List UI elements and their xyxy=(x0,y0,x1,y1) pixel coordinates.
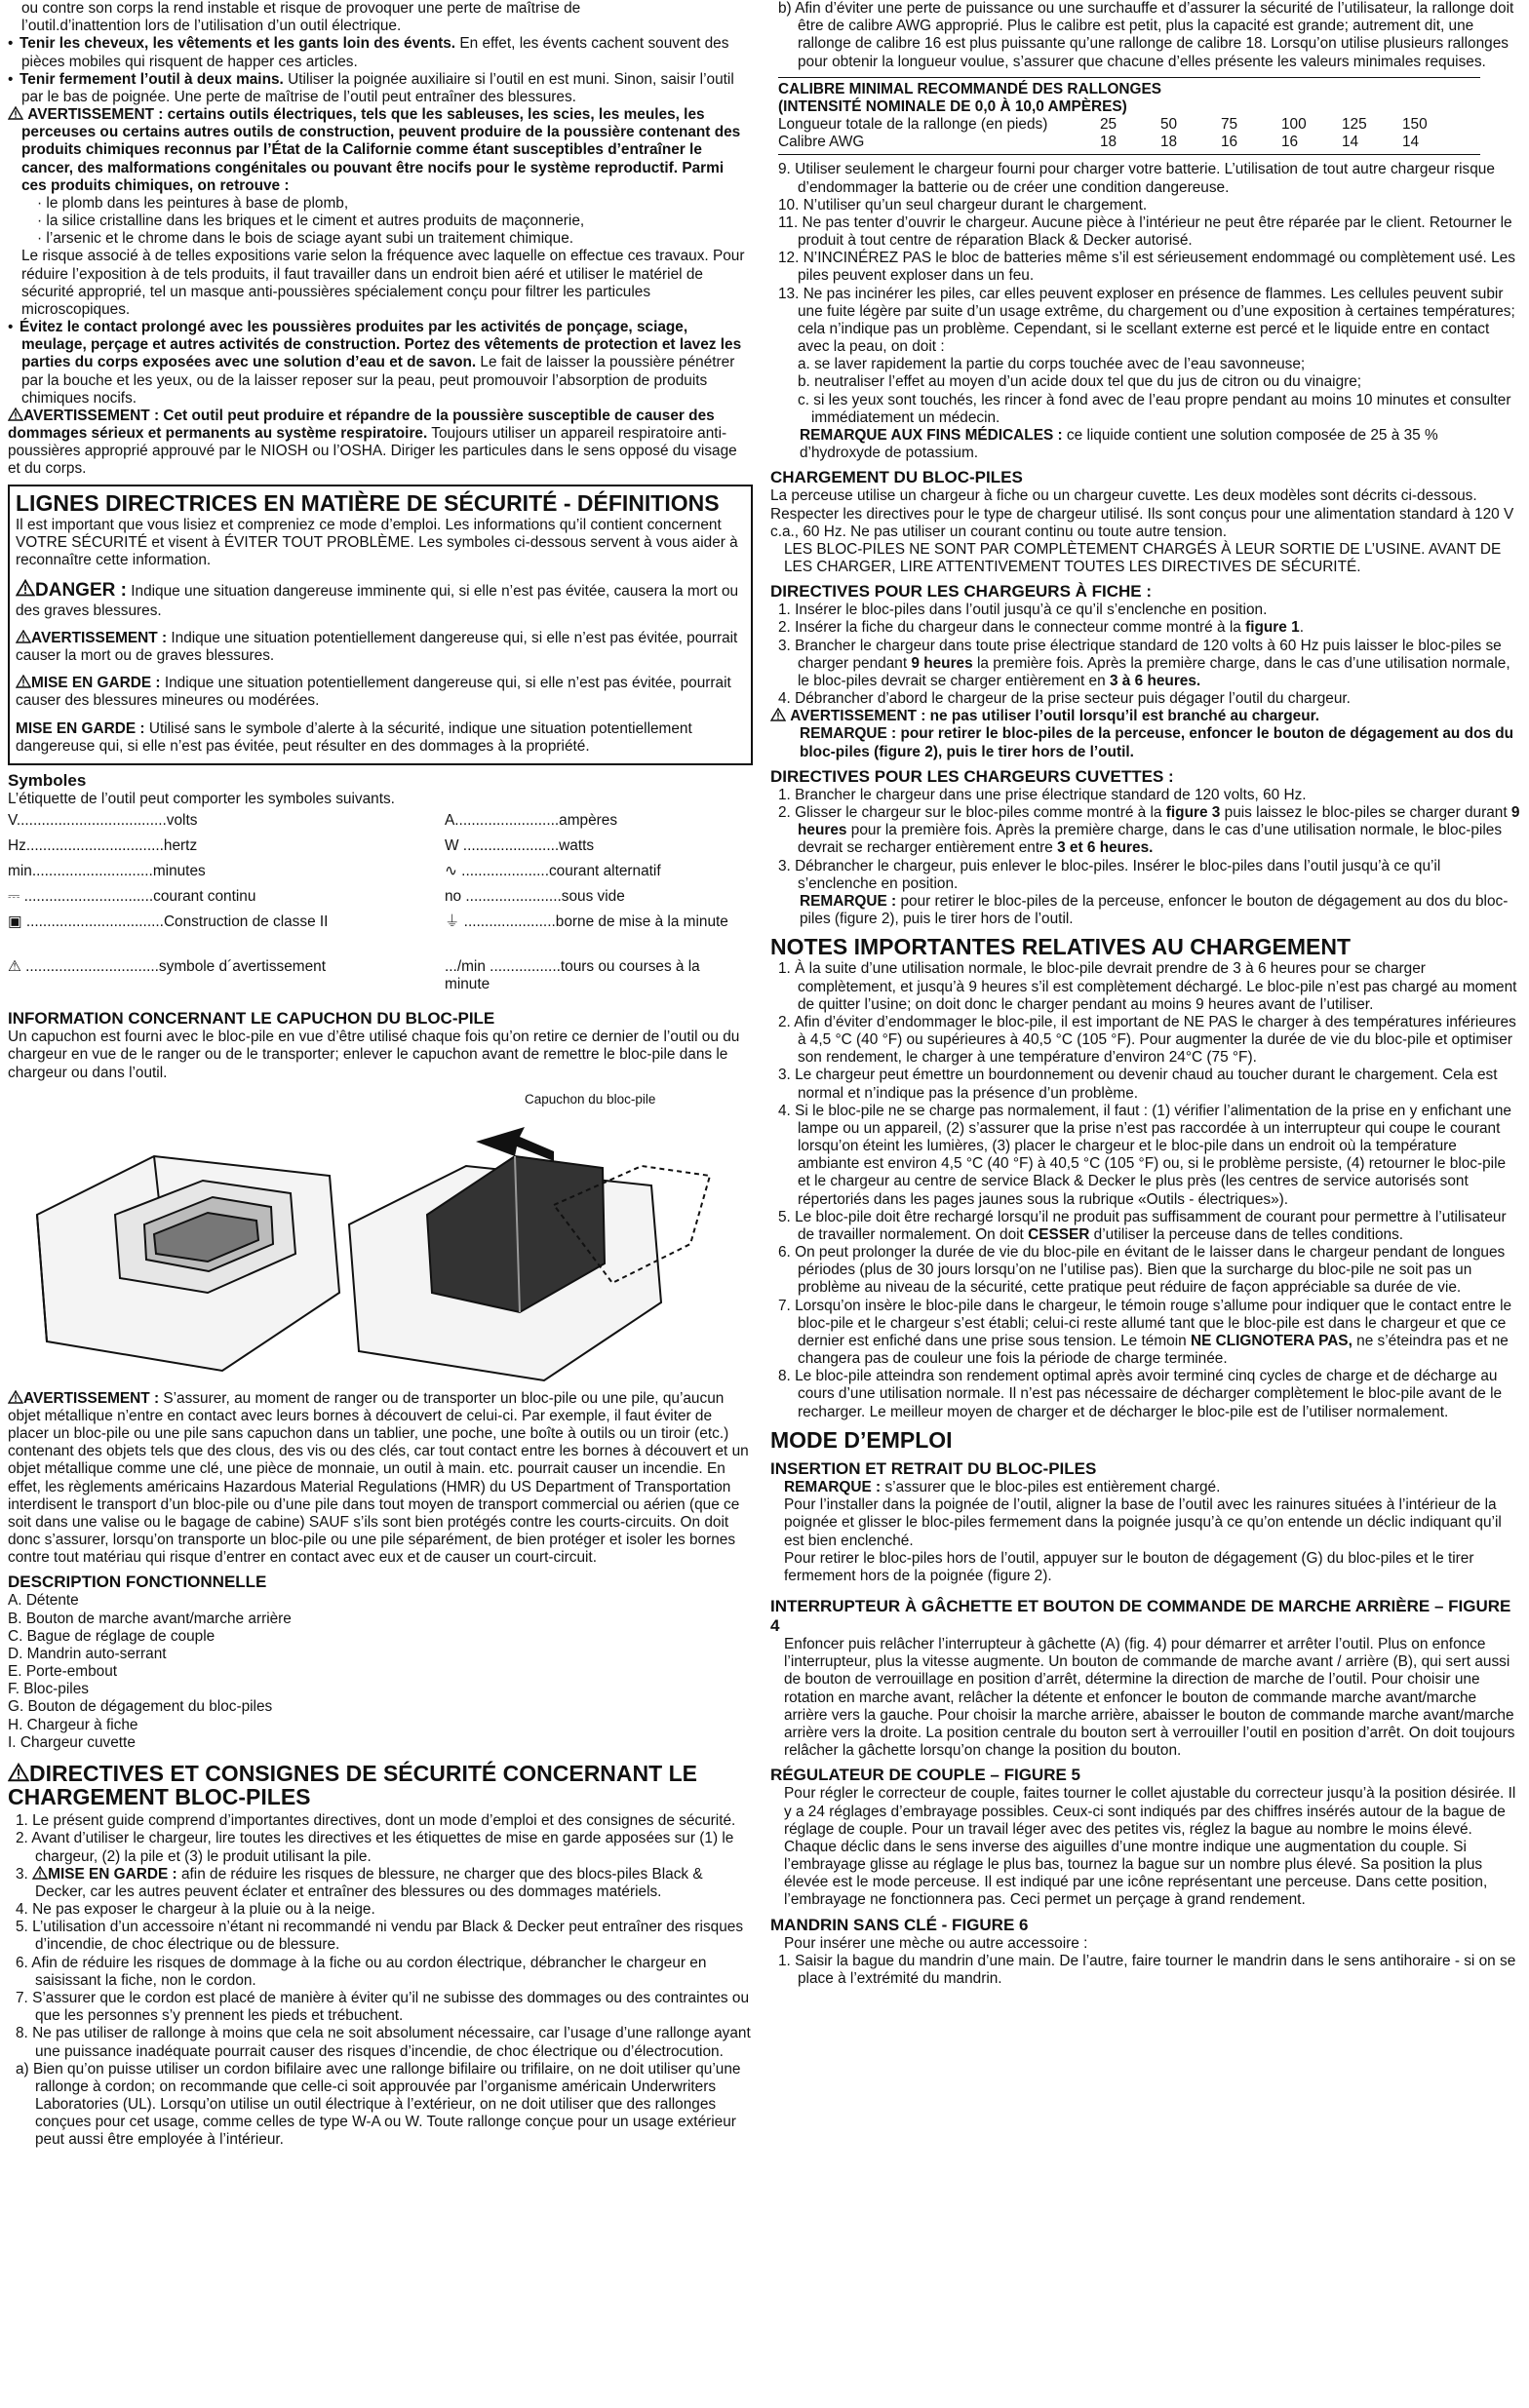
danger-def: DANGER : Indique une situation dangereuse imminente qui, si elle n’est pas évitée, causera la mort ou des graves blessures. xyxy=(16,580,739,619)
description-item: D. Mandrin auto-serrant xyxy=(8,1645,167,1662)
symbol-entry: V....................................volts xyxy=(8,812,198,830)
mandrin-step: 1. Saisir la bague du mandrin d’une main. De l’autre, faire tourner le mandrin dans le sens antihoraire - si on se place à l’extrémité du mandrin. xyxy=(778,1952,1516,1987)
charger-rule: 7. S’assurer que le cordon est placé de manière à éviter qu’il ne subisse des dommages ou des contraintes ou que les personnes s’y prennent les pieds et trébuchent. xyxy=(16,1989,750,2025)
note-item: 7. Lorsqu’on insère le bloc-pile dans le chargeur, le témoin rouge s’allume pour indiquer que le contact entre le bloc-pile et le chargeur s’est établi; celui-ci reste allumé tant que le bloc-pile est dans le chargeur et que ce dernier est enfiché dans une prise sous tension. Le témoin NE CLIGNOTERA PAS, ne s’éteindra pas et ne changera pas de couleur une fois la période de charge terminée. xyxy=(778,1297,1512,1368)
chargement-title: CHARGEMENT DU BLOC-PILES xyxy=(770,468,1023,487)
description-item: B. Bouton de marche avant/marche arrière xyxy=(8,1610,292,1627)
chargement-caps: LES BLOC-PILES NE SONT PAR COMPLÈTEMENT CHARGÉS À LEUR SORTIE DE L’USINE. AVANT DE LES CHARGER, LIRE ATTENTIVEMENT TOUTES LES DIRECTIVES DE SÉCURITÉ. xyxy=(784,540,1502,576)
description-item: A. Détente xyxy=(8,1592,79,1610)
charger-rule: 9. Utiliser seulement le chargeur fourni pour charger votre batterie. L’utilisation de tout autre chargeur risque d’endommager la batterie ou de créer une condition dangereuse. xyxy=(778,161,1495,196)
cuvette-step: 1. Brancher le chargeur dans une prise électrique standard de 120 volts, 60 Hz. xyxy=(778,786,1307,803)
description-title: DESCRIPTION FONCTIONNELLE xyxy=(8,1573,267,1592)
symbols-title: Symboles xyxy=(8,770,87,790)
symbol-entry: ⎓ ...............................courant continu xyxy=(8,888,256,906)
warning-icon xyxy=(8,1763,29,1782)
interrupteur-text: Enfoncer puis relâcher l’interrupteur à gâchette (A) (fig. 4) pour démarrer et arrêter l’outil. Plus on enfonce l’interrupteur, plus la vitesse augmente. Un bouton de commande de marche avant / arrière (B), qui sert aussi de bouton de verrouillage en position d’arrêt, détermine la direction de marche de l’outil. Pour choisir une rotation en marche avant, relâcher la détente et enfoncer le bouton de commande marche avant/marche arrière vers la gauche. Pour choisir la marche arrière, abaisser le bouton de commande marche avant/marche arrière vers la droite. La position centrale du bouton sert à verrouiller l’outil en position d’arrêt. On doit toujours relâcher la gâchette lorsqu’on change la position du bouton. xyxy=(784,1636,1515,1760)
symbol-entry: min.............................minutes xyxy=(8,863,206,880)
chargement-text: La perceuse utilise un chargeur à fiche ou un chargeur cuvette. Les deux modèles sont décrits ci-dessous. Respecter les directives pour le type de chargeur utilisé. Ils sont conçus pour une alimentation standard à 120 V c.a., 60 Hz. Ne pas utiliser un courant continu ou toute autre tension. xyxy=(770,487,1514,540)
symbol-entry: .../min .................tours ou courses à la minute xyxy=(445,958,700,993)
warning-chemicals: AVERTISSEMENT : certains outils électriques, tels que les sableuses, les scies, les meules, les perceuses ou certains autres outils de construction, peuvent produire de la poussière contenant des produits chimiques reconnus par l’État de la Californie comme étant susceptibles d’entraîner le cancer, des malformations congénitales ou pouvant être nocifs pour le système reproductif. Parmi ces produits chimiques, on retrouve : xyxy=(8,106,753,195)
battery-drawing xyxy=(8,1098,753,1390)
warning-icon xyxy=(16,630,31,643)
intro-line: l’outil.d’inattention lors de l’utilisation d’un outil électrique. xyxy=(21,18,402,35)
insertion-p2: Pour retirer le bloc-piles hors de l’outil, appuyer sur le bouton de dégagement (G) du bloc-piles et le tirer fermement hors de la poignée (figure 2). xyxy=(784,1549,1474,1584)
fiche-step: 3. Brancher le chargeur dans toute prise électrique standard de 120 volts à 60 Hz puis laisser le bloc-piles se charger pendant 9 heures la première fois. Après la première charge, dans le cas d’une utilisation normale, le bloc-piles devrait se charger entièrement en 3 à 6 heures. xyxy=(778,637,1510,689)
charger-rule: 12. N’INCINÉREZ PAS le bloc de batteries même s’il est sérieusement endommagé ou complètement usé. Les piles peuvent exploser dans un feu. xyxy=(778,250,1515,285)
charger-rule: a) Bien qu’on puisse utiliser un cordon bifilaire avec une rallonge bifilaire ou trifilaire, on ne doit utiliser qu’une rallonge à cordon; on recommande que celle-ci soit approuvée par l’organisme américain Underwriters Laboratories (UL). Lorsqu’on utilise un outil électrique à l’extérieur, on ne doit utiliser que des rallonges conçues pour cet usage, comme celles de type W-A ou W. Toute rallonge conçue pour un usage extérieur peut aussi être employée à l’intérieur. xyxy=(16,2060,741,2149)
warning-icon xyxy=(8,106,23,120)
note-item: 2. Afin d’éviter d’endommager le bloc-pile, il est important de NE PAS le charger à des températures inférieures à 4,5 °C (40 °F) ou supérieures à 40,5 °C (105 °F). Pour augmenter la durée de vie du bloc-pile et optimiser son rendement, le charger à une température d’environ 24°C (75 °F). xyxy=(778,1013,1516,1067)
fiche-step: 4. Débrancher d’abord le chargeur de la prise secteur puis dégager l’outil du chargeur. xyxy=(778,690,1351,708)
mandrin-intro: Pour insérer une mèche ou autre accessoire : xyxy=(784,1934,1088,1952)
mode-title: MODE D’EMPLOI xyxy=(770,1426,953,1453)
left-column xyxy=(8,0,753,2150)
battery-cap-figure xyxy=(8,1088,753,1390)
warning-icon xyxy=(32,1866,48,1880)
rule-b: b) Afin d’éviter une perte de puissance ou une surchauffe et d’assurer la sécurité de l’utilisateur, la rallonge doit être de calibre AWG approprié. Plus le calibre est petit, plus la capacité est grande; autrement dit, une rallonge de calibre 16 est plus puissante qu’une rallonge de calibre 18. Lorsqu’on utilise plusieurs rallonges pour obtenir la longueur voulue, s’assurer que chacune d’elles présente les valeurs minimales requises. xyxy=(778,0,1514,70)
description-item: C. Bague de réglage de couple xyxy=(8,1627,216,1645)
sub-item: c. si les yeux sont touchés, les rincer à fond avec de l’eau propre pendant au moins 10 minutes et consulter immédiatement un médecin. xyxy=(798,391,1511,426)
fiche-remarque: REMARQUE : pour retirer le bloc-piles de la perceuse, enfoncer le bouton de dégagement au dos du bloc-piles (figure 2), puis le tirer hors de l’outil. xyxy=(800,725,1514,760)
box-intro: Il est important que vous lisiez et compreniez ce mode d’emploi. Les informations qu’il contient concernent VOTRE SÉCURITÉ et visent à ÉVITER TOUT PROBLÈME. Les symboles ci-dessous servent à vous aider à reconnaître cette information. xyxy=(16,516,738,569)
symbol-entry: A.........................ampères xyxy=(445,812,618,830)
box-title: LIGNES DIRECTRICES EN MATIÈRE DE SÉCURITÉ - DÉFINITIONS xyxy=(16,489,720,516)
description-item: I. Chargeur cuvette xyxy=(8,1733,136,1751)
charger-rule: 11. Ne pas tenter d’ouvrir le chargeur. Aucune pièce à l’intérieur ne peut être réparée par le client. Retourner le produit à tout centre de réparation Black & Decker autorisé. xyxy=(778,214,1512,250)
symbol-entry: ▣ .................................Construction de classe II xyxy=(8,913,329,931)
chem-item: · le plomb dans les peintures à base de plomb, xyxy=(37,194,349,212)
symbol-entry: W .......................watts xyxy=(445,837,595,855)
table-row: Longueur totale de la rallonge (en pieds) 25 50 75 100 125 150 xyxy=(778,116,1428,134)
remarque-medical: REMARQUE AUX FINS MÉDICALES : ce liquide contient une solution composée de 25 à 35 % d’hydroxyde de potassium. xyxy=(800,426,1438,462)
symbol-entry: no .......................sous vide xyxy=(445,888,625,906)
insertion-title: INSERTION ET RETRAIT DU BLOC-PILES xyxy=(770,1458,1097,1478)
table-row: Calibre AWG 18 18 16 16 14 14 xyxy=(778,134,1420,151)
note-item: 1. À la suite d’une utilisation normale, le bloc-pile devrait prendre de 3 à 6 heures pour se charger complètement, et jusqu’à 9 heures s’il est complètement déchargé. Le bloc-pile n’est pas chargé au moment de quitter l’usine; on doit donc le charger pendant au moins 9 heures avant de l’utiliser. xyxy=(778,960,1517,1013)
cuvette-step: 3. Débrancher le chargeur, puis enlever le bloc-piles. Insérer le bloc-piles dans l’outil jusqu’à ce qu’il s’enclenche en position. xyxy=(778,857,1441,892)
warning-icon xyxy=(8,1390,23,1404)
symbols-intro: L’étiquette de l’outil peut comporter les symboles suivants. xyxy=(8,790,395,807)
notes-title: NOTES IMPORTANTES RELATIVES AU CHARGEMENT xyxy=(770,934,1352,960)
mandrin-title: MANDRIN SANS CLÉ - FIGURE 6 xyxy=(770,1915,1029,1934)
fiche-title: DIRECTIVES POUR LES CHARGEURS À FICHE : xyxy=(770,582,1153,602)
safety-definitions-box xyxy=(8,485,753,765)
couple-title: RÉGULATEUR DE COUPLE – FIGURE 5 xyxy=(770,1766,1080,1785)
description-item: G. Bouton de dégagement du bloc-piles xyxy=(8,1698,273,1716)
table-title: CALIBRE MINIMAL RECOMMANDÉ DES RALLONGES xyxy=(778,80,1162,97)
charger-rules-title: DIRECTIVES ET CONSIGNES DE SÉCURITÉ CONCERNANT LE CHARGEMENT BLOC-PILES xyxy=(8,1760,697,1810)
charger-rule: 2. Avant d’utiliser le chargeur, lire toutes les directives et les étiquettes de mise en garde apposées sur (1) le chargeur, (2) la pile et (3) le produit utilisant la pile. xyxy=(16,1830,734,1865)
bullet-dust: • Évitez le contact prolongé avec les poussières produites par les activités de ponçage, sciage, meulage, perçage et autres activités de construction. Portez des vêtements de protection et lavez les parties du corps exposées avec une solution d’eau et de savon. Le fait de laisser la poussière pénétrer par la bouche et les yeux, ou de la laisser reposer sur la peau, peut promouvoir l’absorption de produits chimiques nocifs. xyxy=(8,319,753,408)
description-item: H. Chargeur à fiche xyxy=(8,1716,138,1733)
description-item: F. Bloc-piles xyxy=(8,1681,89,1698)
insertion-p1: Pour l’installer dans la poignée de l’outil, aligner la base de l’outil avec les rainures situées à l’intérieur de la poignée et glisser le bloc-piles fermement dans la poignée jusqu’à ce qu’on entende un déclic indiquant qu’il est bien enclenché. xyxy=(784,1496,1502,1549)
bullet-two-hands: • Tenir fermement l’outil à deux mains. Utiliser la poignée auxiliaire si l’outil en est muni. Sinon, saisir l’outil par le bas de poignée. Une perte de maîtrise de l’outil peut entraîner des blessures. xyxy=(8,71,753,106)
sub-item: a. se laver rapidement la partie du corps touchée avec de l’eau savonneuse; xyxy=(798,356,1306,373)
charger-rule: 6. Afin de réduire les risques de dommage à la fiche ou au cordon électrique, débrancher le chargeur en saisissant la fiche, non le cordon. xyxy=(16,1954,707,1989)
fiche-warning: AVERTISSEMENT : ne pas utiliser l’outil lorsqu’il est branché au chargeur. xyxy=(770,708,1521,725)
garde2-def: MISE EN GARDE : Utilisé sans le symbole d’alerte à la sécurité, indique une situation potentiellement dangereuse qui, si elle n’est pas évitée, peut résulter en des dommages à la propriété. xyxy=(16,719,692,755)
cuvette-title: DIRECTIVES POUR LES CHARGEURS CUVETTES : xyxy=(770,766,1174,786)
extension-cord-table xyxy=(778,77,1480,156)
table-subtitle: (INTENSITÉ NOMINALE DE 0,0 À 10,0 AMPÈRES) xyxy=(778,97,1127,115)
capuchon-title: INFORMATION CONCERNANT LE CAPUCHON DU BLOC-PILE xyxy=(8,1009,495,1029)
right-column xyxy=(770,0,1521,1988)
note-item: 6. On peut prolonger la durée de vie du bloc-pile en évitant de le laisser dans le chargeur pendant de longues périodes (plus de 30 jours lorsqu’on ne l’utilise pas). Bien que la surcharge du bloc-pile ne soit pas un problème au niveau de la sécurité, cette pratique peut réduire de façon appréciable sa durée de vie. xyxy=(778,1244,1506,1297)
warning-storage: AVERTISSEMENT : S’assurer, au moment de ranger ou de transporter un bloc-pile ou une pile, qu’aucun objet métallique n’entre en contact avec leurs bornes à découvert de celui-ci. Par exemple, il faut éviter de placer un bloc-pile ou une pile sans capuchon dans un tablier, une poche, une boîte à outils ou un tiroir (etc.) contenant des objets tels que des clous, des vis ou des clés, car tout contact entre les bornes à découvert et un objet métallique comme une clé, une pièce de monnaie, un outil à main. etc. pourrait causer un incendie. En effet, les règlements américains Hazardous Material Regulations (HMR) du US Department of Transportation interdisent le transport d’un bloc-pile ou d’une pile dans tout moyen de transport commercial ou aérien (que ce soit dans une valise ou le bagage de cabine) SAUF s’ils sont bien protégés contre les courts-circuits. On doit donc s’assurer, lorsqu’on transporte un bloc-pile ou une pile séparément, de bien protéger et isoler les bornes contre tout matériau qui risque d’entrer en contact avec eux et de causer un court-circuit. xyxy=(8,1389,749,1567)
charger-rule: 4. Ne pas exposer le chargeur à la pluie ou à la neige. xyxy=(16,1901,375,1919)
chem-risk: Le risque associé à de telles expositions varie selon la fréquence avec laquelle on effectue ces travaux. Pour réduire l’exposition à de tels produits, il faut travailler dans un endroit bien aéré et utiliser le matériel de sécurité approprié, tel un masque anti-poussières spécialement conçu pour filtrer les particules microscopiques. xyxy=(21,248,745,318)
charger-rule: 5. L’utilisation d’un accessoire n’étant ni recommandé ni vendu par Black & Decker peut entraîner des risques d’incendie, de choc électrique ou de blessure. xyxy=(16,1919,744,1954)
fiche-step: 1. Insérer le bloc-piles dans l’outil jusqu’à ce qu’il s’enclenche en position. xyxy=(778,602,1268,619)
charger-rule: 3. MISE EN GARDE : afin de réduire les risques de blessure, ne charger que des blocs-piles Black & Decker, car les autres peuvent éclater et entraîner des blessures ou des dommages matériels. xyxy=(16,1865,703,1900)
warning-icon xyxy=(16,579,35,597)
charger-rule: 1. Le présent guide comprend d’importantes directives, dont un mode d’emploi et des consignes de sécurité. xyxy=(16,1812,736,1830)
symbol-entry: ⚠ ................................symbole d´avertissement xyxy=(8,958,326,976)
garde-def: MISE EN GARDE : Indique une situation potentiellement dangereuse qui, si elle n’est pas évitée, pourrait causer des blessures mineures ou modérées. xyxy=(16,675,731,710)
warning-icon xyxy=(770,708,786,721)
insertion-remarque: REMARQUE : s’assurer que le bloc-piles est entièrement chargé. xyxy=(784,1478,1221,1495)
warning-icon xyxy=(8,408,23,421)
warning-respiratory: AVERTISSEMENT : Cet outil peut produire et répandre de la poussière susceptible de causer des dommages sérieux et permanents au système respiratoire. Toujours utiliser un appareil respiratoire anti-poussières approprié approuvé par le NIOSH ou l’OSHA. Diriger les particules dans le sens opposé du visage et du corps. xyxy=(8,407,737,478)
cuvette-remarque: REMARQUE : pour retirer le bloc-piles de la perceuse, enfoncer le bouton de dégagement au dos du bloc-piles (figure 2), puis le tirer hors de l’outil. xyxy=(800,892,1509,928)
intro-line: ou contre son corps la rend instable et risque de provoquer une perte de maîtrise de xyxy=(21,0,581,17)
figure-label: Capuchon du bloc-pile xyxy=(525,1091,656,1107)
fiche-step: 2. Insérer la fiche du chargeur dans le connecteur comme montré à la figure 1. xyxy=(778,619,1304,637)
note-item: 4. Si le bloc-pile ne se charge pas normalement, il faut : (1) vérifier l’alimentation de la prise en y enfichant une lampe ou un appareil, (2) s’assurer que la prise n’est pas raccordée à un interrupteur qui coupe le courant lorsqu’on éteint les lumières, (3) placer le chargeur et le bloc-pile dans un endroit où la température ambiante est environ 4,5 °C (40 °F) à 40,5 °C (105 °F) ou, si le problème persiste, (4) retourner le bloc-pile et le chargeur au centre de service Black & Decker le plus près (les centres de service autorisés sont répertoriés dans les pages jaunes sous la rubrique «Outils - électriques»). xyxy=(778,1102,1511,1208)
couple-text: Pour régler le correcteur de couple, faites tourner le collet ajustable du correcteur jusqu’à la position désirée. Il y a 24 réglages d’embrayage possibles. Ceux-ci sont indiqués par des chiffres insérés autour de la bague de réglage de couple. Pour un travail léger avec des petites vis, réglez la bague au nombre le moins élevé. Chaque déclic dans le sens inverse des aiguilles d’une montre indique une augmentation du couple. Si l’embrayage glisse au réglage le plus bas, tournez la bague sur un nombre plus élevé. Sa position la plus élevée est le mode perceuse. Il est indiqué par une icône représentant une perceuse. Dans cette position, l’embrayage ne fonctionnera pas. Ceci permet un perçage à grand rendement. xyxy=(784,1785,1516,1909)
note-item: 5. Le bloc-pile doit être rechargé lorsqu’il ne produit pas suffisamment de courant pour permettre à l’utilisateur de travailler normalement. On doit CESSER d’utiliser la perceuse dans de telles conditions. xyxy=(778,1208,1507,1243)
symbol-entry: ∿ .....................courant alternatif xyxy=(445,863,661,880)
chem-item: · l’arsenic et le chrome dans le bois de sciage ayant subi un traitement chimique. xyxy=(37,230,574,248)
warning-icon xyxy=(16,675,31,688)
interrupteur-title: INTERRUPTEUR À GÂCHETTE ET BOUTON DE COMMANDE DE MARCHE ARRIÈRE – FIGURE 4 xyxy=(770,1597,1511,1636)
chem-item: · la silice cristalline dans les briques et le ciment et autres produits de maçonnerie, xyxy=(37,213,585,230)
avertissement-def: AVERTISSEMENT : Indique une situation potentiellement dangereuse qui, si elle n’est pas évitée, pourrait causer la mort ou de graves blessures. xyxy=(16,629,738,665)
note-item: 8. Le bloc-pile atteindra son rendement optimal après avoir terminé cinq cycles de charge et de décharge au cours d’une utilisation normale. Il n’est pas nécessaire de décharger complètement le bloc-pile avant de le recharger. Le meilleur moyen de charger et de décharger le bloc-pile est de l’utiliser normalement. xyxy=(778,1368,1503,1420)
description-item: E. Porte-embout xyxy=(8,1663,118,1681)
capuchon-text: Un capuchon est fourni avec le bloc-pile en vue d’être utilisé chaque fois qu’on retire ce dernier de l’outil ou du chargeur en vue de le ranger ou de le transporter; enlever le capuchon avant de remettre le bloc-pile dans le chargeur ou dans l’outil. xyxy=(8,1029,740,1081)
charger-rule: 13. Ne pas incinérer les piles, car elles peuvent exploser en présence de flammes. Les cellules peuvent subir une fuite légère par suite d’un usage extrême, du chargement ou d’une exposition à certaines températures; cela n’indique pas un problème. Cependant, si le scellant externe est percé et le liquide entre en contact avec la peau, on doit : xyxy=(778,285,1515,356)
symbol-entry: ⏚ ......................borne de mise à la minute xyxy=(445,913,728,931)
cuvette-step: 2. Glisser le chargeur sur le bloc-piles comme montré à la figure 3 puis laissez le bloc-piles se charger durant 9 heures pour la première fois. Après la première charge, dans le cas d’une utilisation normale, le bloc-piles devrait se recharger entièrement entre 3 et 6 heures. xyxy=(778,804,1520,857)
charger-rule: 8. Ne pas utiliser de rallonge à moins que cela ne soit absolument nécessaire, car l’usage d’une rallonge ayant une puissance inadéquate pourrait causer des risques d’incendie, de choc électrique ou d’électrocution. xyxy=(16,2025,751,2060)
symbol-entry: Hz.................................hertz xyxy=(8,837,198,855)
charger-rule: 10. N’utiliser qu’un seul chargeur durant le chargement. xyxy=(778,196,1148,214)
sub-item: b. neutraliser l’effet au moyen d’un acide doux tel que du jus de citron ou du vinaigre; xyxy=(798,373,1362,391)
bullet-vents: • Tenir les cheveux, les vêtements et les gants loin des évents. En effet, les évents cachent souvent des pièces mobiles qui risquent de happer ces articles. xyxy=(8,35,753,70)
note-item: 3. Le chargeur peut émettre un bourdonnement ou devenir chaud au toucher durant le chargement. Cela est normal et n’indique pas la présence d’un problème. xyxy=(778,1067,1498,1102)
symbols-table xyxy=(8,812,753,1003)
